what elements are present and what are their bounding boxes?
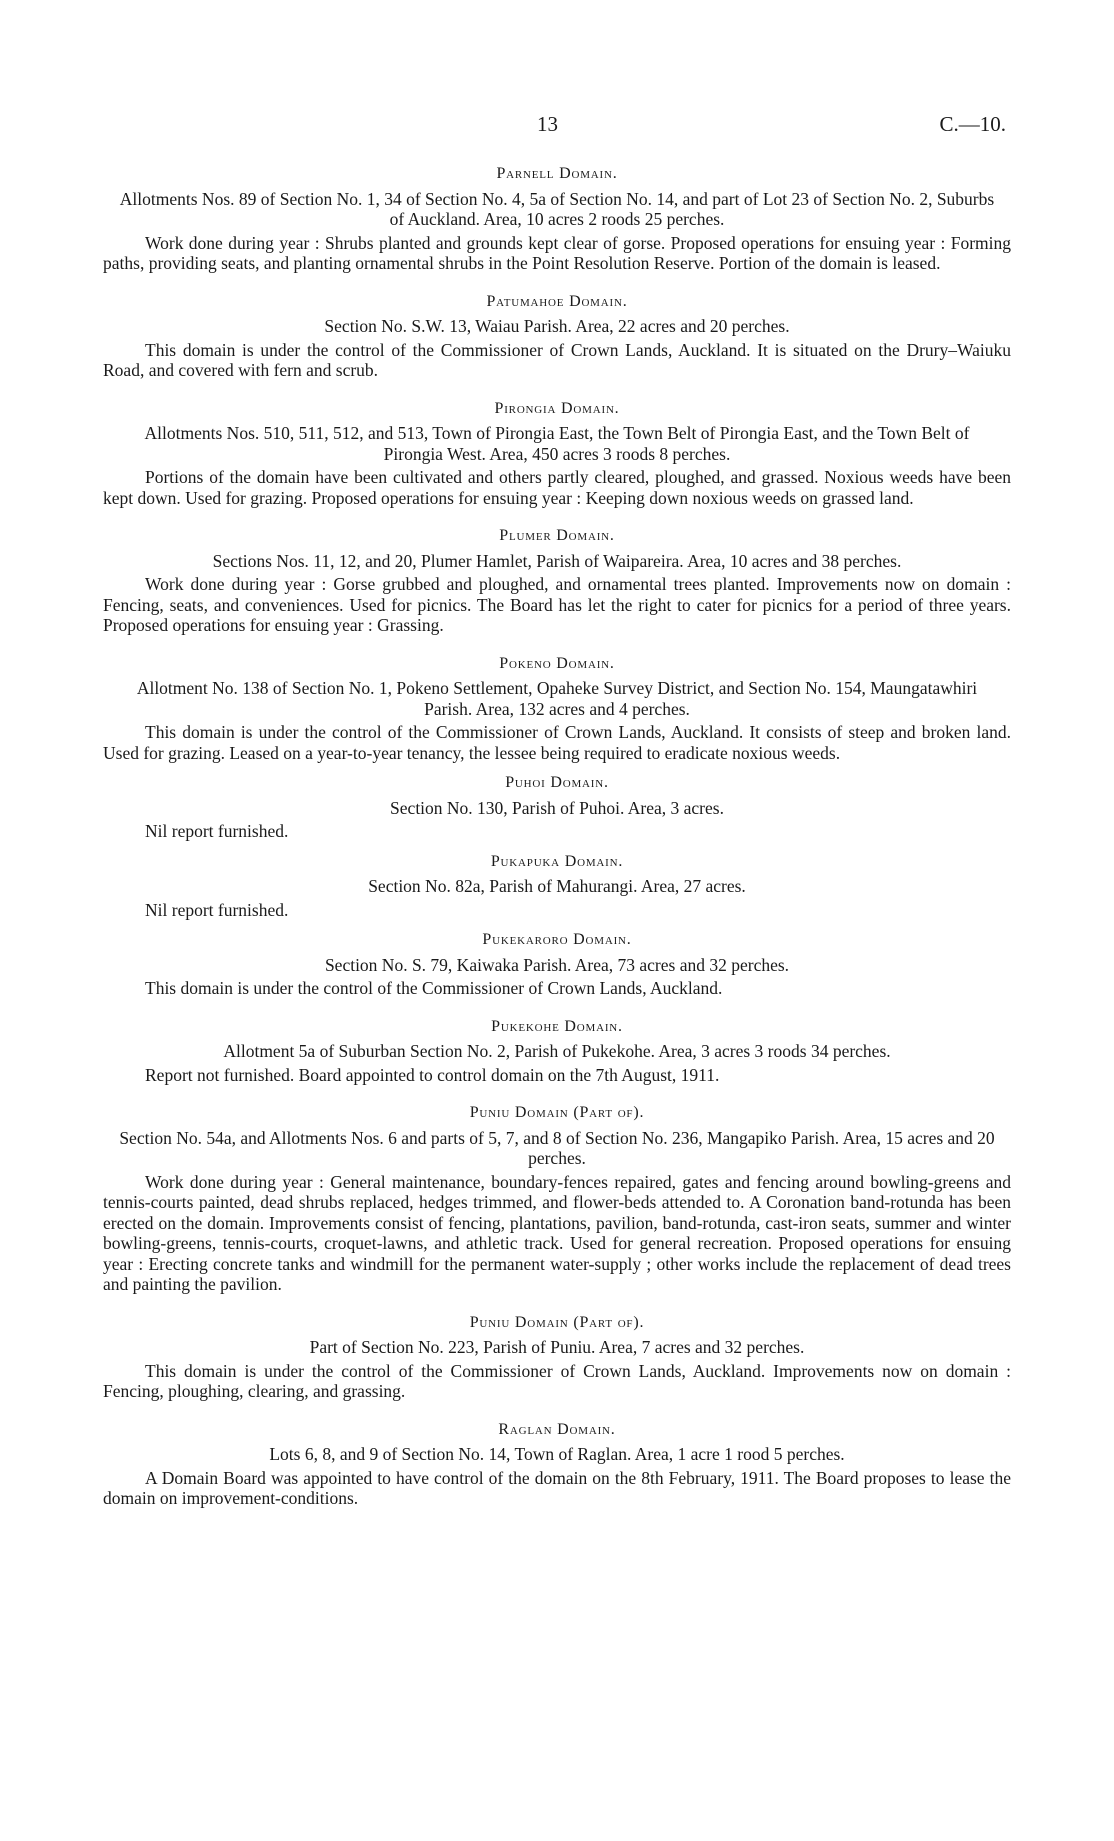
section-note: Nil report furnished. <box>145 821 289 841</box>
section-description: Section No. 54a, and Allotments Nos. 6 and parts of 5, 7, and 8 of Section No. 236, Mangapiko Parish. Area, 15 acres and 20 perches. <box>119 1127 995 1168</box>
section-description: Allotment 5a of Suburban Section No. 2, Parish of Pukekohe. Area, 3 acres 3 roods 34 perches. <box>223 1041 891 1061</box>
domain-section-puhoi <box>103 773 1011 842</box>
section-paragraph: Portions of the domain have been cultivated and others partly cleared, ploughed, and grassed. Noxious weeds have been kept down. Used for grazing. Proposed operations for ensuing year : Keeping down noxious weeds on grassed land. <box>103 467 1011 508</box>
section-heading: Puniu Domain (Part of). <box>469 1313 645 1331</box>
section-heading: Raglan Domain. <box>498 1420 616 1438</box>
section-note: Nil report furnished. <box>145 899 289 920</box>
section-description: Section No. S.W. 13, Waiau Parish. Area, 22 acres and 20 perches. <box>324 316 790 336</box>
domain-section-parnell <box>103 164 1011 274</box>
section-heading: Plumer Domain. <box>499 527 615 544</box>
section-paragraph: This domain is under the control of the Commissioner of Crown Lands, Auckland. Improvements now on domain : Fencing, ploughing, clearing, and grassing. <box>103 1360 1011 1401</box>
section-description: Section No. S. 79, Kaiwaka Parish. Area, 73 acres and 32 perches. <box>324 954 790 975</box>
section-note: Report not furnished. Board appointed to control domain on the 7th August, 1911. <box>145 1064 720 1085</box>
domain-section-raglan <box>103 1420 1011 1509</box>
section-description: Part of Section No. 223, Parish of Puniu. Area, 7 acres and 32 perches. <box>309 1337 805 1357</box>
domain-section-puniu-1 <box>103 1103 1011 1295</box>
section-paragraph: Work done during year : Shrubs planted and grounds kept clear of gorse. Proposed operations for ensuing year : Forming paths, providing seats, and planting ornamental shrubs in the Point Resolution Reserve. Portion of the domain is leased. <box>103 232 1011 273</box>
page-header <box>0 112 1114 142</box>
section-note: This domain is under the control of the Commissioner of Crown Lands, Auckland. <box>145 978 723 998</box>
section-heading: Parnell Domain. <box>496 165 618 182</box>
section-description: Allotments Nos. 510, 511, 512, and 513, Town of Pirongia East, the Town Belt of Pirongia East, and the Town Belt of Pirongia West. Area, 450 acres 3 roods 8 perches. <box>144 423 970 464</box>
document-reference: C.—10. <box>939 112 1006 136</box>
domain-section-puniu-2 <box>103 1313 1011 1402</box>
section-description: Allotment No. 138 of Section No. 1, Pokeno Settlement, Opaheke Survey District, and Section No. 154, Maungatawhiri Parish. Area, 132 acres and 4 perches. <box>136 678 978 719</box>
section-heading: Pukekohe Domain. <box>491 1017 623 1035</box>
section-description: Section No. 82a, Parish of Mahurangi. Area, 27 acres. <box>368 876 746 896</box>
section-description: Sections Nos. 11, 12, and 20, Plumer Hamlet, Parish of Waipareira. Area, 10 acres and 38 perches. <box>212 550 902 571</box>
domain-section-pokeno <box>103 654 1011 764</box>
domain-section-pukapuka <box>103 852 1011 921</box>
domain-section-pukekaroro <box>103 930 1011 999</box>
section-description: Allotments Nos. 89 of Section No. 1, 34 of Section No. 4, 5a of Section No. 14, and part of Lot 23 of Section No. 2, Suburbs of Auckland. Area, 10 acres 2 roods 25 perches. <box>119 188 995 229</box>
domain-section-plumer <box>103 526 1011 636</box>
section-heading: Puhoi Domain. <box>505 774 609 791</box>
section-paragraph: Work done during year : Gorse grubbed and ploughed, and ornamental trees planted. Improvements now on domain : Fencing, seats, and conveniences. Used for picnics. The Board has let the right to cater for picnics for a period of three years. Proposed operations for ensuing year : Grassing. <box>103 574 1011 635</box>
section-paragraph: This domain is under the control of the Commissioner of Crown Lands, Auckland. It consists of steep and broken land. Used for grazing. Leased on a year-to-year tenancy, the lessee being required to eradicate noxious weeds. <box>103 722 1011 763</box>
section-heading: Puniu Domain (Part of). <box>469 1104 645 1121</box>
section-heading: Patumahoe Domain. <box>486 292 628 310</box>
section-heading: Pukapuka Domain. <box>490 852 624 870</box>
domain-section-pirongia <box>103 399 1011 509</box>
page-content <box>103 164 1011 1527</box>
section-description: Section No. 130, Parish of Puhoi. Area, 3 acres. <box>390 797 724 818</box>
section-description: Lots 6, 8, and 9 of Section No. 14, Town of Raglan. Area, 1 acre 1 rood 5 perches. <box>269 1444 845 1464</box>
section-paragraph: This domain is under the control of the Commissioner of Crown Lands, Auckland. It is situated on the Drury–Waiuku Road, and covered with fern and scrub. <box>103 339 1011 380</box>
section-heading: Pukekaroro Domain. <box>482 931 632 948</box>
page-number: 13 <box>537 112 558 136</box>
section-heading: Pirongia Domain. <box>494 399 620 417</box>
section-paragraph: Work done during year : General maintenance, boundary-fences repaired, gates and fencing around bowling-greens and tennis-courts painted, dead shrubs replaced, hedges trimmed, and flower-beds attended to. A Coronation band-rotunda has been erected on the domain. Improvements consist of fencing, plantations, pavilion, band-rotunda, cast-iron seats, summer and winter bowling-greens, tennis-courts, croquet-lawns, and athletic track. Used for general recreation. Proposed operations for ensuing year : Erecting concrete tanks and windmill for the permanent water-supply ; other works include the replacement of dead trees and painting the pavilion. <box>103 1171 1011 1294</box>
domain-section-pukekohe <box>103 1017 1011 1086</box>
section-heading: Pokeno Domain. <box>499 654 615 672</box>
domain-section-patumahoe <box>103 292 1011 381</box>
section-paragraph: A Domain Board was appointed to have control of the domain on the 8th February, 1911. The Board proposes to lease the domain on improvement-conditions. <box>103 1467 1011 1508</box>
